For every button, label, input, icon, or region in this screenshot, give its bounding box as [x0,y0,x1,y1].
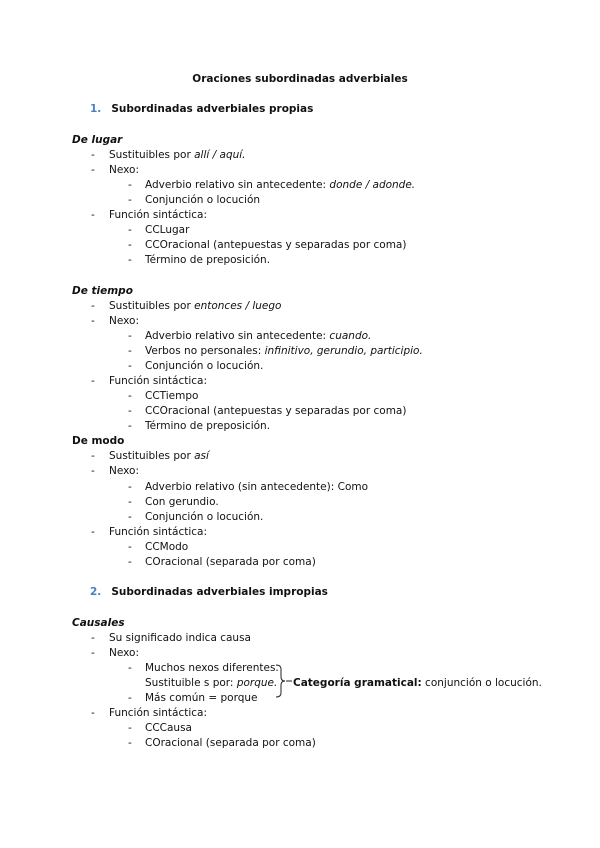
modo-n2: Con gerundio. [145,496,219,508]
text: Adverbio relativo sin antecedente: [145,330,330,342]
lugar-f2: CCOracional (antepuestas y separadas por coma) [145,239,407,251]
dash: - [128,254,132,266]
section-2-heading [90,585,328,600]
dash: - [128,692,132,704]
section-2-number: 2. [90,586,102,598]
modo-n3: Conjunción o locución. [145,511,264,523]
causales-f1: CCCausa [145,722,192,734]
text-italic: donde / adonde. [329,179,416,191]
modo-f1: CCModo [145,541,189,553]
lugar-sustituibles [109,148,246,163]
dash: - [91,164,95,176]
dash: - [128,179,132,191]
modo-sustituibles [109,449,209,464]
tiempo-f3: Término de preposición. [145,420,271,432]
text: Sustituibles por [109,450,195,462]
modo-n1: Adverbio relativo (sin antecedente): Como [145,481,369,493]
section-1-number: 1. [90,103,102,115]
text: Sustituibles por [109,149,195,161]
dash: - [128,360,132,372]
section-1-heading [90,102,313,117]
dash: - [128,662,132,674]
causales-n2 [145,676,277,691]
text-italic: entonces / luego [194,300,282,312]
categoria-label: Categoría gramatical: [293,677,422,689]
causales-n3: Más común = porque [145,692,258,704]
dash: - [91,375,95,387]
dash: - [91,450,95,462]
dash: - [91,300,95,312]
curly-brace-icon [274,664,294,698]
dash: - [128,405,132,417]
dash: - [128,224,132,236]
causales-n1: Muchos nexos diferentes. [145,662,279,674]
causales-significado: Su significado indica causa [109,632,251,644]
lugar-nexo: Nexo: [109,164,139,176]
dash: - [128,511,132,523]
dash: - [128,722,132,734]
dash: - [128,390,132,402]
dash: - [91,707,95,719]
page-title: Oraciones subordinadas adverbiales [192,73,408,85]
causales-f2: COracional (separada por coma) [145,737,316,749]
dash: - [91,149,95,161]
modo-funcion: Función sintáctica: [109,526,208,538]
dash: - [128,194,132,206]
modo-f2: COracional (separada por coma) [145,556,316,568]
dash: - [91,632,95,644]
text-italic: allí / aquí. [194,149,246,161]
dash: - [128,556,132,568]
dash: - [91,647,95,659]
text: Sustituible s por: [145,677,237,689]
tiempo-adverbio [145,329,371,344]
tiempo-verbos [145,344,423,359]
dash: - [128,345,132,357]
tiempo-sustituibles [109,299,281,314]
dash: - [91,526,95,538]
dash: - [128,737,132,749]
dash: - [128,481,132,493]
categoria-value: conjunción o locución. [421,677,542,689]
text-italic: infinitivo, gerundio, participio. [264,345,423,357]
dash: - [128,239,132,251]
lugar-funcion: Función sintáctica: [109,209,208,221]
dash: - [91,465,95,477]
lugar-f3: Término de preposición. [145,254,271,266]
text: Adverbio relativo sin antecedente: [145,179,330,191]
tiempo-conjuncion: Conjunción o locución. [145,360,264,372]
dash: - [91,315,95,327]
text-italic: porque. [236,677,278,689]
tiempo-funcion: Función sintáctica: [109,375,208,387]
text-italic: cuando. [329,330,372,342]
dash: - [128,541,132,553]
text-italic: así [194,450,209,462]
causales-nexo: Nexo: [109,647,139,659]
dash: - [91,209,95,221]
section-2-title: Subordinadas adverbiales impropias [111,586,328,598]
lugar-f1: CCLugar [145,224,190,236]
causales-categoria [293,676,542,691]
text: Sustituibles por [109,300,195,312]
modo-heading: De modo [72,435,125,447]
tiempo-f1: CCTiempo [145,390,199,402]
causales-funcion: Función sintáctica: [109,707,208,719]
section-1-title: Subordinadas adverbiales propias [111,103,314,115]
modo-nexo: Nexo: [109,465,139,477]
dash: - [128,330,132,342]
lugar-heading: De lugar [72,134,123,146]
causales-heading: Causales [72,617,125,629]
tiempo-heading: De tiempo [72,285,133,297]
tiempo-nexo: Nexo: [109,315,139,327]
tiempo-f2: CCOracional (antepuestas y separadas por coma) [145,405,407,417]
lugar-adverbio [145,178,415,193]
text: Verbos no personales: [145,345,265,357]
dash: - [128,420,132,432]
lugar-conjuncion: Conjunción o locución [145,194,261,206]
dash: - [128,496,132,508]
